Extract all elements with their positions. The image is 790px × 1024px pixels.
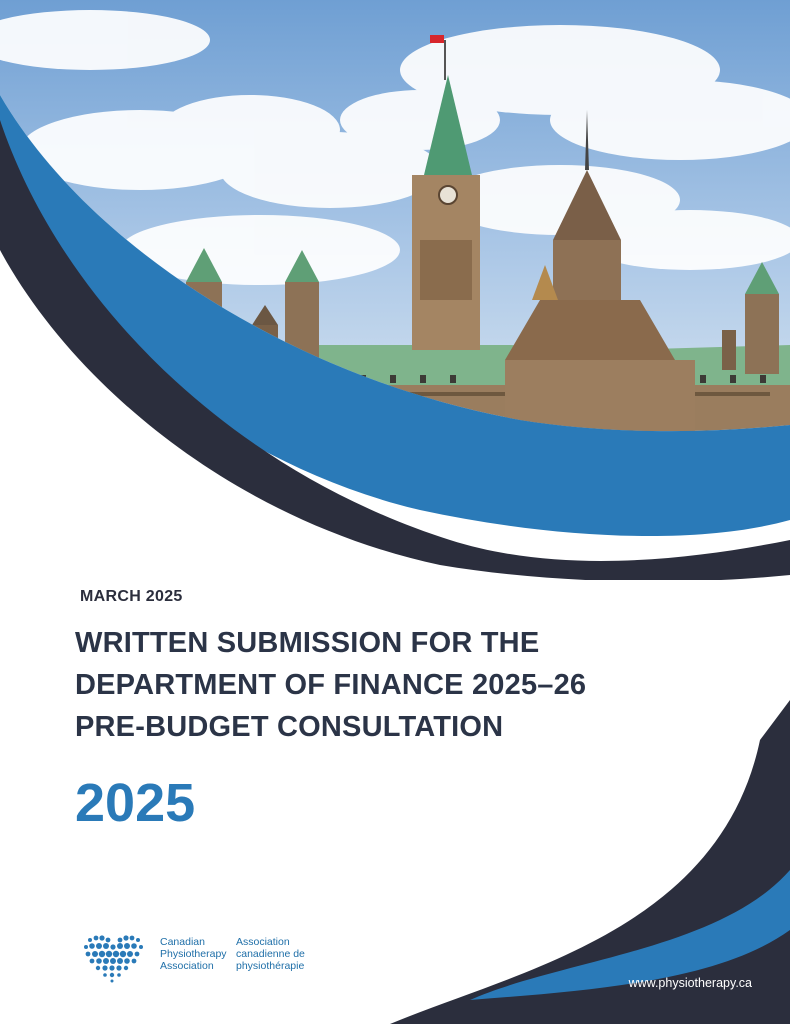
document-title-line-2: DEPARTMENT OF FINANCE 2025–26 [75, 669, 587, 701]
logo-en-line-1: Canadian [160, 936, 205, 948]
document-title [75, 622, 715, 748]
logo-text-french [236, 936, 305, 972]
logo-fr-line-1: Association [236, 936, 290, 948]
document-title-line-3: PRE-BUDGET CONSULTATION [75, 711, 504, 743]
logo-en-line-2: Physiotherapy [160, 948, 227, 960]
document-title-line-1: WRITTEN SUBMISSION FOR THE [75, 627, 540, 659]
cpa-heart-dots-icon [80, 930, 148, 986]
cpa-logo [80, 930, 320, 986]
submission-date: MARCH 2025 [80, 588, 183, 605]
logo-en-line-3: Association [160, 960, 214, 972]
website-link[interactable]: www.physiotherapy.ca [628, 976, 752, 990]
document-year: 2025 [75, 773, 196, 833]
logo-text-english [160, 936, 227, 972]
logo-fr-line-2: canadienne de [236, 948, 305, 960]
logo-fr-line-3: physiothérapie [236, 960, 305, 972]
